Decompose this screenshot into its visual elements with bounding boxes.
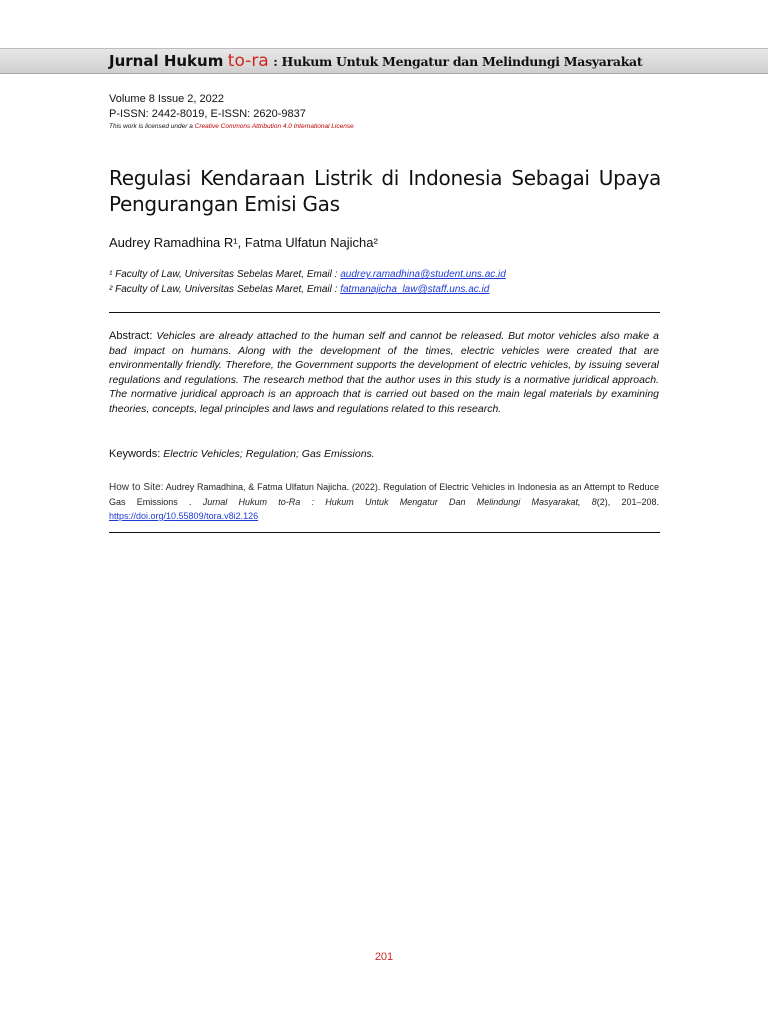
page-number: 201 [374, 951, 394, 963]
publication-meta [109, 92, 354, 131]
bottom-divider [109, 532, 660, 533]
citation-label: How to Site: [109, 482, 164, 493]
article-authors: Audrey Ramadhina R¹, Fatma Ulfatun Najicha² [109, 235, 378, 250]
top-divider [109, 312, 660, 313]
abstract-text: Vehicles are already attached to the human self and cannot be released. But motor vehicles also make a bad impact on humans. Along with the development of the times, electric vehicles were created that are environmentally friendly. Therefore, the Government supports the development of electric vehicles, by issuing several regulations and regulations. The research method that the author uses in this study is a normative juridical approach. The normative juridical approach is an approach that is carried out based on the main legal materials by examining theories, concepts, legal principles and laws and regulations related to this research. [109, 330, 659, 415]
affiliation-2-text: ² Faculty of Law, Universitas Sebelas Maret, Email : [109, 284, 341, 295]
license-notice [109, 122, 354, 131]
license-link[interactable]: Creative Commons Attribution 4.0 International License [194, 123, 354, 130]
journal-header [109, 50, 642, 72]
keywords-text: Electric Vehicles; Regulation; Gas Emissions. [163, 448, 375, 460]
journal-tagline: : Hukum Untuk Mengatur dan Melindungi Masyarakat [273, 54, 643, 69]
affiliation-1 [109, 267, 506, 282]
volume-issue: Volume 8 Issue 2, 2022 [109, 93, 224, 105]
abstract [109, 329, 659, 417]
citation-journal: Jurnal Hukum to-Ra : Hukum Untuk Mengatur Dan Melindungi Masyarakat, 8 [202, 497, 597, 507]
citation [109, 480, 659, 523]
affiliations [109, 267, 506, 297]
affiliation-1-email-link[interactable]: audrey.ramadhina@student.uns.ac.id [340, 269, 506, 280]
affiliation-2 [109, 282, 506, 297]
affiliation-1-text: ¹ Faculty of Law, Universitas Sebelas Maret, Email : [109, 269, 341, 280]
keywords-label: Keywords: [109, 448, 161, 460]
keywords [109, 447, 659, 462]
issn-line: P-ISSN: 2442-8019, E-ISSN: 2620-9837 [109, 108, 306, 120]
license-prefix: This work is licensed under a [109, 123, 195, 130]
affiliation-2-email-link[interactable]: fatmanajicha_law@staff.uns.ac.id [340, 284, 490, 295]
citation-text: Audrey Ramadhina, & Fatma Ulfatun Najicha. (2022). Regulation of Electric Vehicles in Indonesia as an Attempt to Reduce Gas Emissions . [109, 482, 659, 507]
journal-name: Jurnal Hukum [109, 52, 224, 70]
abstract-label: Abstract: [109, 330, 153, 342]
journal-name-accent: to-ra [227, 51, 269, 71]
citation-pages: (2), 201–208. [596, 497, 659, 507]
doi-link[interactable]: https://doi.org/10.55809/tora.v8i2.126 [109, 511, 259, 521]
article-title: Regulasi Kendaraan Listrik di Indonesia Sebagai Upaya Pengurangan Emisi Gas [109, 166, 661, 216]
